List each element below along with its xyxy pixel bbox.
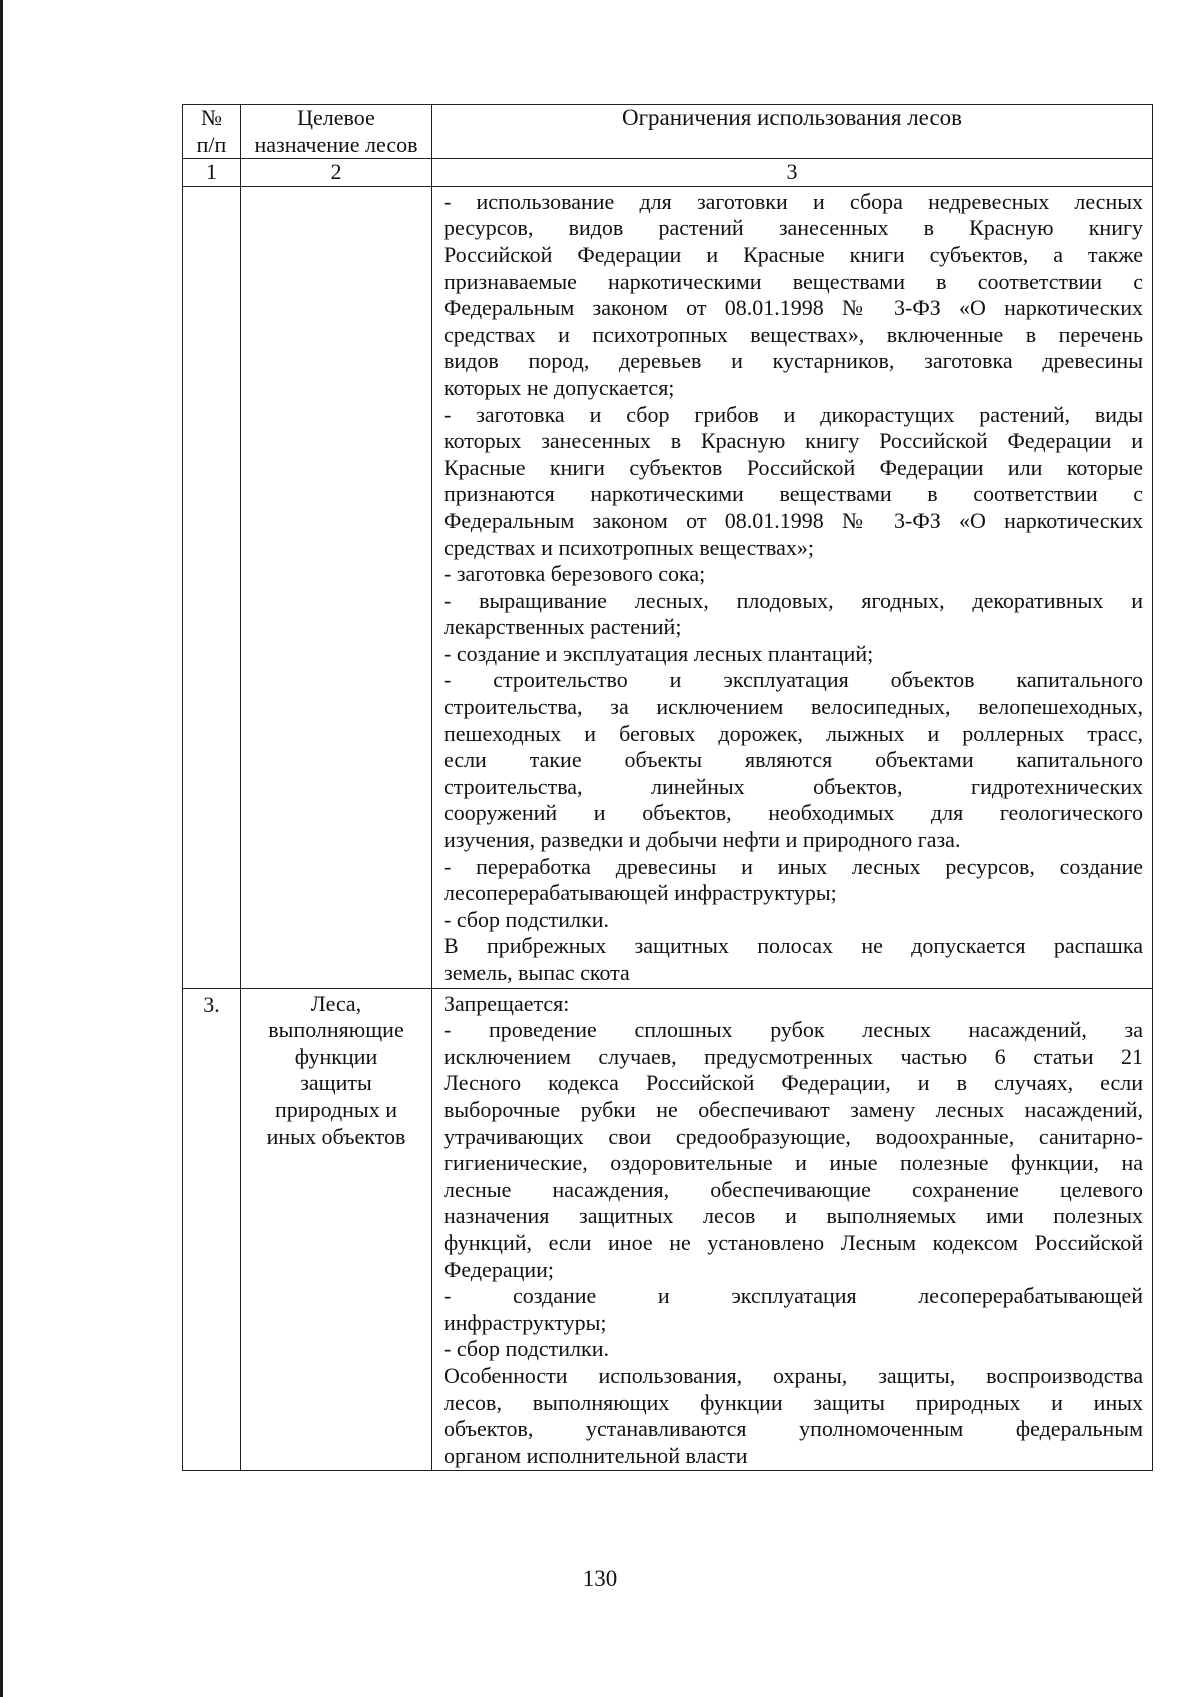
purpose-line: защиты	[300, 1070, 372, 1096]
text-line: строительства, линейных объектов, гидротехнических	[444, 773, 1143, 799]
text-line: - создание и эксплуатация лесоперерабатывающей	[444, 1283, 1143, 1309]
purpose-line: функции	[294, 1043, 378, 1069]
text-line: исключением случаев, предусмотренных частью 6 статьи 21	[444, 1043, 1143, 1069]
table-row	[183, 186, 1153, 988]
text-line: - выращивание лесных, плодовых, ягодных, декоративных и	[444, 587, 1143, 613]
text-line: - сбор подстилки.	[444, 1336, 609, 1362]
text-line: утрачивающих свои средообразующие, водоохранные, санитарно-	[444, 1123, 1143, 1149]
text-line: - переработка древесины и иных лесных ресурсов, создание	[444, 853, 1143, 879]
text-line: Особенности использования, охраны, защиты, воспроизводства	[444, 1362, 1143, 1388]
text-line: признаваемые наркотическими веществами в соответствии с	[444, 268, 1143, 294]
table-header-row	[183, 105, 1153, 159]
text-line: лесов, выполняющих функции защиты природных и иных	[444, 1389, 1143, 1415]
continuation-purpose-cell	[241, 186, 432, 988]
text-line: функций, если иное не установлено Лесным кодексом Российской	[444, 1229, 1143, 1255]
scan-left-edge	[0, 0, 3, 1697]
text-line: назначения защитных лесов и выполняемых ими полезных	[444, 1203, 1143, 1229]
row-restrictions-cell	[432, 988, 1153, 1471]
text-line: Красные книги субъектов Российской Федерации или которые	[444, 454, 1143, 480]
col-number-2: 2	[241, 159, 432, 187]
text-line: объектов, устанавливаются уполномоченным федеральным	[444, 1416, 1143, 1442]
text-line: - использование для заготовки и сбора недревесных лесных	[444, 188, 1143, 214]
purpose-line: выполняющие	[268, 1017, 404, 1043]
purpose-line: природных и	[275, 1096, 397, 1122]
text-line: В прибрежных защитных полосах не допускается распашка	[444, 933, 1143, 959]
text-line: Федеральным законом от 08.01.1998 № 3-ФЗ «О наркотических	[444, 507, 1143, 533]
text-line: - создание и эксплуатация лесных плантаций;	[444, 640, 874, 666]
text-line: строительства, за исключением велосипедных, велопешеходных,	[444, 694, 1143, 720]
text-line: гигиенические, оздоровительные и иные полезные функции, на	[444, 1150, 1143, 1176]
text-line: выборочные рубки не обеспечивают замену лесных насаждений,	[444, 1096, 1143, 1122]
text-line: органом исполнительной власти	[444, 1442, 748, 1468]
text-line: Лесного кодекса Российской Федерации, и в случаях, если	[444, 1070, 1143, 1096]
col-number-1: 1	[183, 159, 241, 187]
restrictions-table	[182, 104, 1153, 1471]
continuation-restrictions-cell	[432, 186, 1153, 988]
text-line: пешеходных и беговых дорожек, лыжных и роллерных трасс,	[444, 720, 1143, 746]
text-line: инфраструктуры;	[444, 1309, 607, 1335]
text-line: видов пород, деревьев и кустарников, заготовка древесины	[444, 348, 1143, 374]
text-line: признаются наркотическими веществами в соответствии с	[444, 481, 1143, 507]
text-line: - заготовка березового сока;	[444, 561, 706, 587]
text-line: средствах и психотропных веществах»;	[444, 534, 814, 560]
text-line: Запрещается:	[444, 990, 570, 1016]
header-restrictions: Ограничения использования лесов	[432, 105, 1153, 159]
text-line: сооружений и объектов, необходимых для геологического	[444, 800, 1143, 826]
text-line: Федерации;	[444, 1256, 555, 1282]
row-purpose-cell	[241, 988, 432, 1471]
continuation-num-cell	[183, 186, 241, 988]
text-line: Федеральным законом от 08.01.1998 № 3-ФЗ «О наркотических	[444, 295, 1143, 321]
text-line: изучения, разведки и добычи нефти и природного газа.	[444, 827, 961, 853]
text-line: - строительство и эксплуатация объектов капитального	[444, 667, 1143, 693]
text-line: - проведение сплошных рубок лесных насаждений, за	[444, 1017, 1143, 1043]
text-line: лесоперерабатывающей инфраструктуры;	[444, 880, 837, 906]
header-purpose: Целевое назначение лесов	[241, 105, 432, 159]
text-line: ресурсов, видов растений занесенных в Красную книгу	[444, 215, 1143, 241]
text-line: - заготовка и сбор грибов и дикорастущих растений, виды	[444, 401, 1143, 427]
text-line: которых не допускается;	[444, 374, 675, 400]
page-number: 130	[582, 1566, 618, 1591]
column-number-row	[183, 159, 1153, 187]
purpose-line: иных объектов	[266, 1123, 406, 1149]
table-row	[183, 988, 1153, 1471]
header-num: № п/п	[183, 105, 241, 159]
col-number-3: 3	[432, 159, 1153, 187]
purpose-line: Леса,	[310, 990, 362, 1016]
text-line: Российской Федерации и Красные книги субъектов, а также	[444, 241, 1143, 267]
text-line: - сбор подстилки.	[444, 906, 609, 932]
text-line: которых занесенных в Красную книгу Российской Федерации и	[444, 428, 1143, 454]
text-line: если такие объекты являются объектами капитального	[444, 747, 1143, 773]
row-number: 3.	[183, 988, 241, 1471]
text-line: лесные насаждения, обеспечивающие сохранение целевого	[444, 1176, 1143, 1202]
text-line: лекарственных растений;	[444, 614, 682, 640]
text-line: земель, выпас скота	[444, 960, 630, 985]
text-line: средствах и психотропных веществах», включенные в перечень	[444, 321, 1143, 347]
